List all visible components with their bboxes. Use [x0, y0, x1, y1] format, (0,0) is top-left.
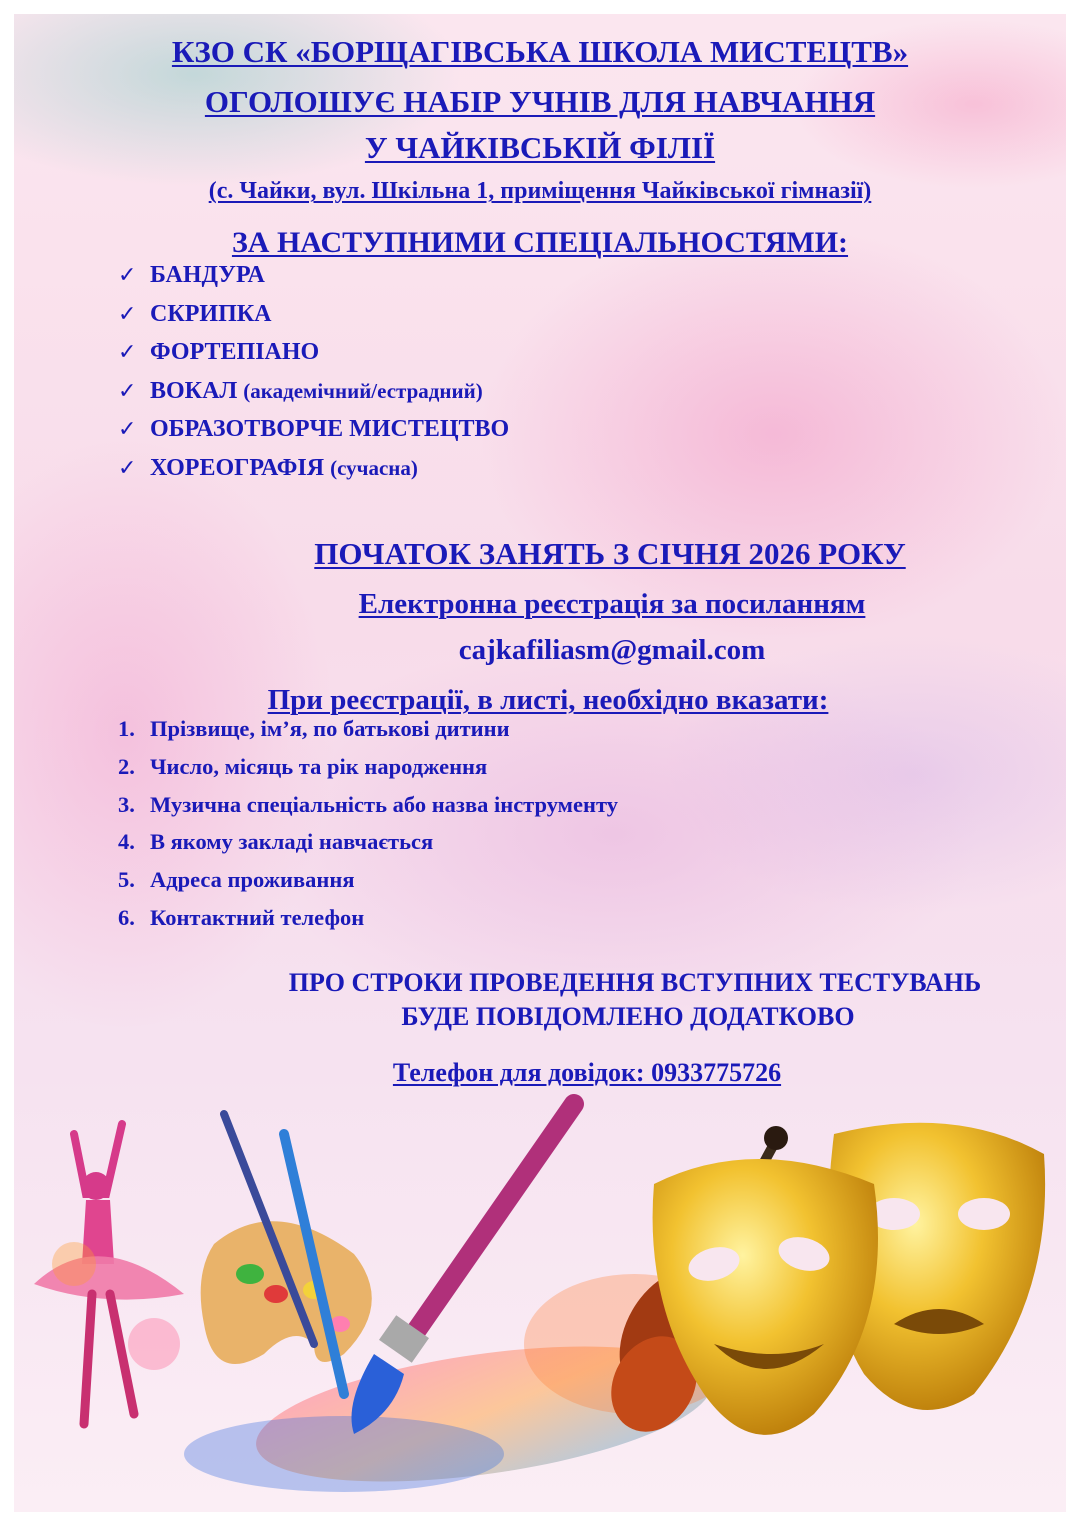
specialty-item-vocal [118, 378, 509, 417]
list-item: 4. В якому закладі навчається [118, 829, 434, 855]
header-line-3: У ЧАЙКІВСЬКІЙ ФІЛІЇ [364, 130, 716, 165]
specialties-heading: ЗА НАСТУПНИМИ СПЕЦІАЛЬНОСТЯМИ: [231, 226, 849, 259]
arts-illustration [14, 1094, 1066, 1512]
testing-notice-line-1: ПРО СТРОКИ ПРОВЕДЕННЯ ВСТУПНИХ ТЕСТУВАНЬ [288, 968, 982, 997]
theatre-masks-icon [653, 1123, 1046, 1435]
instructions-list [118, 716, 618, 943]
registration-label: Електронна реєстрація за посиланням [358, 588, 866, 620]
specialty-label: ВОКАЛ [150, 377, 238, 404]
specialty-note: (сучасна) [330, 455, 418, 480]
specialties-list [118, 262, 509, 494]
header-line-2: ОГОЛОШУЄ НАБІР УЧНІВ ДЛЯ НАВЧАННЯ [204, 84, 876, 119]
specialty-label: ОБРАЗОТВОРЧЕ МИСТЕЦТВО [150, 416, 510, 443]
checkmark-icon: ✓ [118, 417, 137, 443]
list-item: 1. Прізвище, ім’я, по батькові дитини [118, 716, 510, 741]
paint-palette-icon [201, 1221, 372, 1364]
specialty-label: ФОРТЕПІАНО [150, 339, 320, 366]
list-item: 2. Число, місяць та рік народження [118, 753, 488, 779]
specialty-item-choreography [118, 455, 509, 494]
poster [14, 14, 1066, 1512]
specialty-note: (академічний/естрадний) [243, 378, 483, 403]
list-item: 6. Контактний телефон [118, 904, 365, 930]
ballerina-icon [34, 1124, 184, 1424]
testing-notice-line-2: БУДЕ ПОВІДОМЛЕНО ДОДАТКОВО [401, 1002, 855, 1031]
checkmark-icon: ✓ [118, 340, 137, 366]
specialty-item-piano [118, 339, 509, 378]
registration-email[interactable]: cajkafiliasm@gmail.com [458, 634, 766, 666]
checkmark-icon: ✓ [118, 301, 137, 327]
specialty-label: ХОРЕОГРАФІЯ [150, 454, 325, 481]
list-item: 3. Музична спеціальність або назва інструменту [118, 791, 618, 817]
specialty-item-violin [118, 301, 509, 340]
specialty-label: БАНДУРА [150, 262, 265, 288]
list-item: 5. Адреса проживання [118, 867, 355, 893]
classes-start: ПОЧАТОК ЗАНЯТЬ З СІЧНЯ 2026 РОКУ [314, 536, 906, 571]
phone-info: Телефон для довідок: 0933775726 [392, 1058, 782, 1087]
instructions-heading: При реєстрації, в листі, необхідно вказати: [267, 684, 829, 716]
specialty-label: СКРИПКА [150, 300, 272, 327]
header-line-1: КЗО СК «БОРЩАГІВСЬКА ШКОЛА МИСТЕЦТВ» [171, 34, 909, 69]
address: (с. Чайки, вул. Шкільна 1, приміщення Чайківської гімназії) [208, 178, 872, 204]
specialty-item-fine-art [118, 416, 509, 455]
checkmark-icon: ✓ [118, 378, 137, 404]
specialty-item-bandura [118, 262, 509, 301]
checkmark-icon: ✓ [118, 263, 137, 288]
checkmark-icon: ✓ [118, 455, 137, 481]
